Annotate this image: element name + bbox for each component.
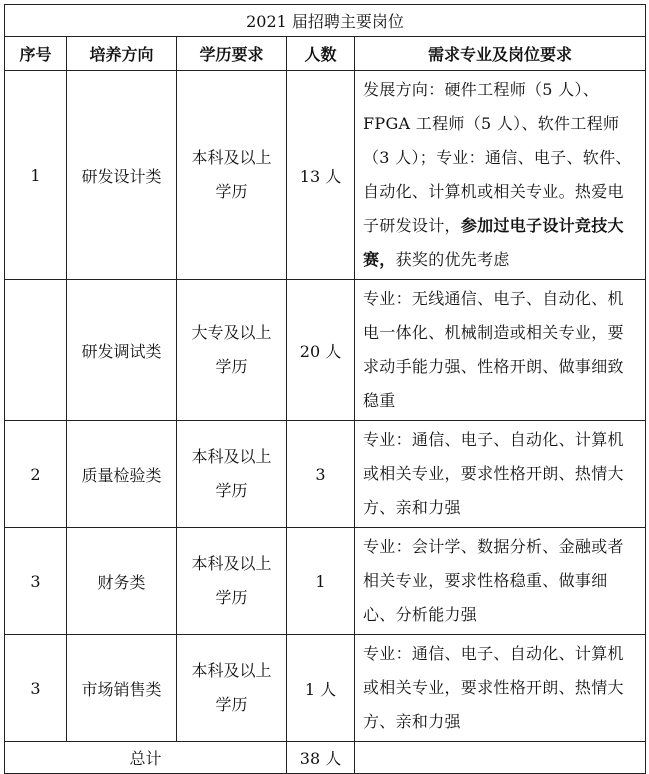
table-row <box>5 635 646 742</box>
education-cell <box>177 421 287 528</box>
total-label: 总计 <box>5 742 287 774</box>
requirement-cell: 专业：无线通信、电子、自动化、机电一体化、机械制造或相关专业，要求动手能力强、性格开朗、做事细致稳重 <box>355 280 646 421</box>
direction-cell: 研发设计类 <box>67 71 177 280</box>
direction-cell: 质量检验类 <box>67 421 177 528</box>
seq-cell: 3 <box>5 528 67 635</box>
seq-cell: 2 <box>5 421 67 528</box>
count-cell: 20 人 <box>287 280 355 421</box>
education-cell <box>177 635 287 742</box>
title-row <box>5 5 646 37</box>
education-line-1: 本科及以上 <box>191 447 272 466</box>
requirement-cell: 专业：通信、电子、自动化、计算机或相关专业，要求性格开朗、热情大方、亲和力强 <box>355 421 646 528</box>
header-requirement: 需求专业及岗位要求 <box>355 37 646 71</box>
education-line-2: 学历 <box>215 357 248 376</box>
table-row <box>5 421 646 528</box>
education-line-1: 本科及以上 <box>191 661 272 680</box>
count-cell: 13 人 <box>287 71 355 280</box>
requirement-text-end: 获奖的优先考虑 <box>395 250 510 269</box>
requirement-cell: 专业：通信、电子、自动化、计算机或相关专业，要求性格开朗、热情大方、亲和力强 <box>355 635 646 742</box>
education-cell <box>177 71 287 280</box>
education-line-2: 学历 <box>215 182 248 201</box>
seq-cell <box>5 280 67 421</box>
count-cell: 3 <box>287 421 355 528</box>
table-row <box>5 71 646 280</box>
education-cell <box>177 528 287 635</box>
table-row <box>5 280 646 421</box>
seq-cell: 1 <box>5 71 67 280</box>
header-education: 学历要求 <box>177 37 287 71</box>
table-title: 2021 届招聘主要岗位 <box>5 5 646 37</box>
recruitment-table <box>4 4 646 774</box>
education-line-2: 学历 <box>215 588 248 607</box>
education-cell <box>177 280 287 421</box>
header-count: 人数 <box>287 37 355 71</box>
count-cell: 1 人 <box>287 635 355 742</box>
direction-cell: 财务类 <box>67 528 177 635</box>
requirement-highlight: 参加过电子设计竞技大赛， <box>363 216 624 269</box>
education-line-2: 学历 <box>215 695 248 714</box>
count-cell: 1 <box>287 528 355 635</box>
education-line-2: 学历 <box>215 481 248 500</box>
education-line-1: 本科及以上 <box>191 554 272 573</box>
education-line-1: 大专及以上 <box>191 323 272 342</box>
requirement-cell: 专业：会计学、数据分析、金融或者相关专业，要求性格稳重、做事细心、分析能力强 <box>355 528 646 635</box>
header-seq: 序号 <box>5 37 67 71</box>
seq-cell: 3 <box>5 635 67 742</box>
total-count: 38 人 <box>287 742 355 774</box>
table-row <box>5 528 646 635</box>
direction-cell: 市场销售类 <box>67 635 177 742</box>
header-direction: 培养方向 <box>67 37 177 71</box>
education-line-1: 本科及以上 <box>191 148 272 167</box>
total-row <box>5 742 646 774</box>
requirement-text: 发展方向：硬件工程师（5 人）、FPGA 工程师（5 人）、软件工程师（3 人）；专业：通信、电子、软件、自动化、计算机或相关专业。热爱电子研发设计， <box>363 80 632 235</box>
direction-cell: 研发调试类 <box>67 280 177 421</box>
header-row <box>5 37 646 71</box>
requirement-cell <box>355 71 646 280</box>
total-requirement <box>355 742 646 774</box>
